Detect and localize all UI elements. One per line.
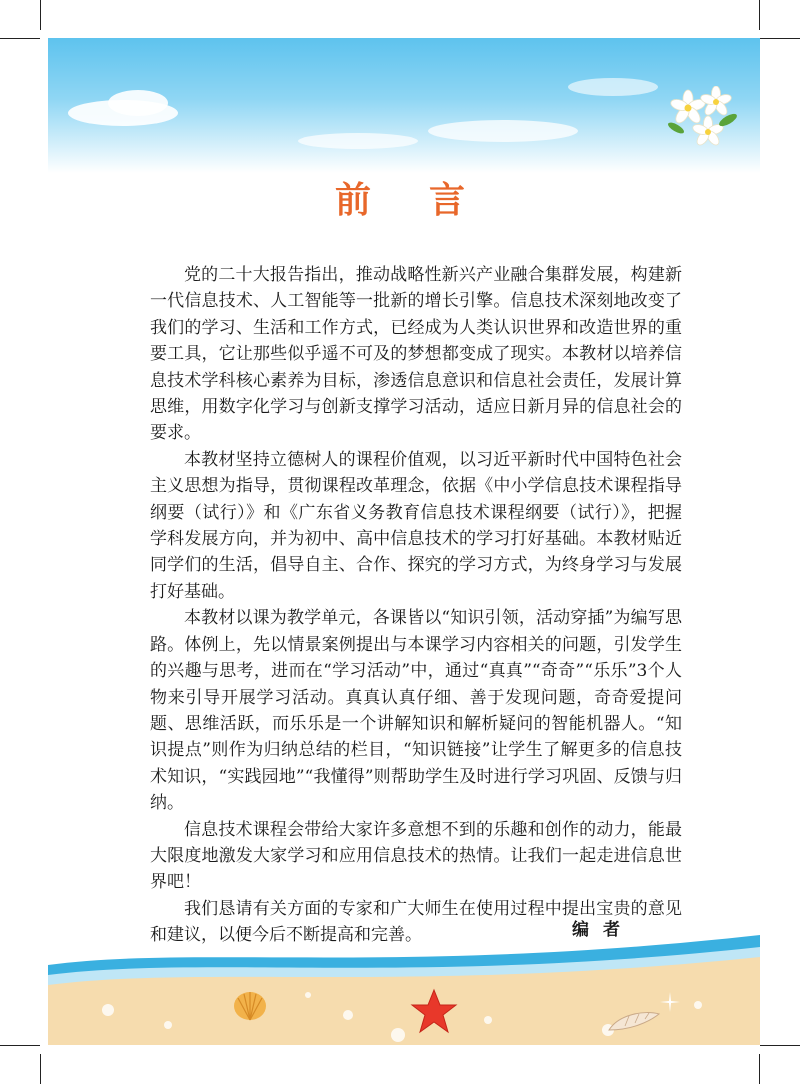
crop-mark-bottom-right-v: [759, 1054, 760, 1084]
sky-header-banner: [48, 38, 760, 173]
page-title: 前言: [334, 180, 523, 221]
conch-shell-icon: [605, 1008, 661, 1036]
paragraph-3: 本教材以课为教学单元，各课皆以“知识引领，活动穿插”为编写思路。体例上，先以情景案例提出与本课学习内容相关的问题，引发学生的兴趣与思考，进而在“学习活动”中，通过“真真”“奇奇”“乐乐”3个人物来引导开展学习活动。真真认真仔细、善于发现问题，奇奇爱提问题、思维活跃，而乐乐是一个讲解知识和解析疑问的智能机器人。“知识提点”则作为归纳总结的栏目，“知识链接”让学生了解更多的信息技术知识，“实践园地”“我懂得”则帮助学生及时进行学习巩固、反馈与归纳。: [150, 608, 682, 814]
crop-mark-top-right-h: [760, 38, 800, 39]
cloud: [568, 78, 658, 96]
cloud: [298, 133, 418, 149]
paragraph-4: 信息技术课程会带给大家许多意想不到的乐趣和创作的动力，能最大限度地激发大家学习和应用信息技术的热情。让我们一起走进信息世界吧！: [150, 819, 682, 893]
paragraph-1: 党的二十大报告指出，推动战略性新兴产业融合集群发展，构建新一代信息技术、人工智能等一批新的增长引擎。信息技术深刻地改变了我们的学习、生活和工作方式，已经成为人类认识世界和改造世界的重要工具，它让那些似乎遥不可及的梦想都变成了现实。本教材以培养信息技术学科核心素养为目标，渗透信息意识和信息社会责任，发展计算思维，用数字化学习与创新支撑学习活动，适应日新月异的信息社会的要求。: [150, 265, 682, 444]
starfish-icon: [410, 988, 458, 1034]
paragraph-5: 我们恳请有关方面的专家和广大师生在使用过程中提出宝贵的意见和建议，以便今后不断提高和完善。: [150, 898, 682, 946]
sparkle-icon: [660, 992, 680, 1012]
paragraph-2: 本教材坚持立德树人的课程价值观，以习近平新时代中国特色社会主义思想为指导，贯彻课程改革理念，依据《中小学信息技术课程指导纲要（试行）》和《广东省义务教育信息技术课程纲要（试行）》，把握学科发展方向，并为初中、高中信息技术的学习打好基础。本教材贴近同学们的生活，倡导自主、合作、探究的学习方式，为终身学习与发展打好基础。: [150, 449, 682, 602]
seashell-icon: [232, 990, 268, 1022]
author-signature: 编者: [572, 920, 634, 940]
crop-mark-top-right-v: [759, 0, 760, 30]
crop-mark-bottom-left-v: [40, 1054, 41, 1084]
crop-mark-top-left-h: [0, 38, 40, 39]
cloud: [428, 120, 578, 142]
frangipani-flower-icon: [664, 86, 744, 156]
cloud: [108, 90, 168, 116]
crop-mark-bottom-left-h: [0, 1045, 40, 1046]
preface-body: [150, 262, 682, 949]
crop-mark-bottom-right-h: [760, 1045, 800, 1046]
crop-mark-top-left-v: [40, 0, 41, 30]
